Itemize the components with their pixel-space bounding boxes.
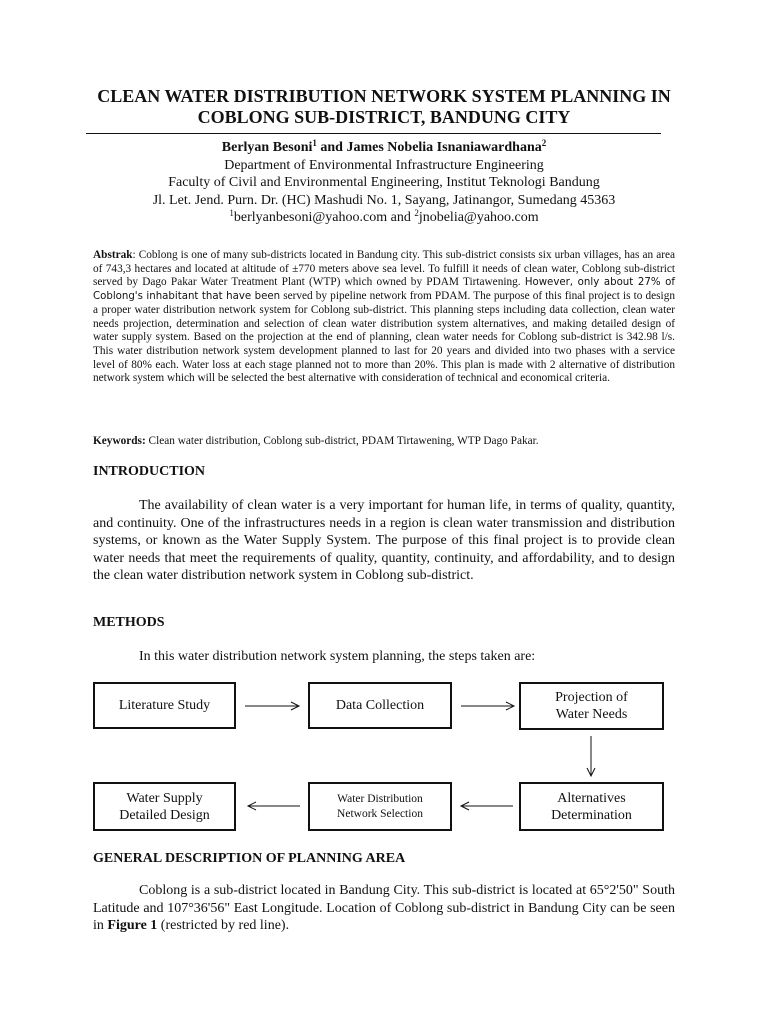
- title-line-2: COBLONG SUB-DISTRICT, BANDUNG CITY: [197, 107, 571, 127]
- general-description-text: [93, 882, 675, 935]
- abstract-text-3: served by pipeline network from PDAM. The purpose of this final project is to design a proper water distribution network system for Coblong sub-district. This planning steps including data collection, clean water needs projection, determination and selection of clean water distribution system alternatives, and making detailed design of water supply system. Based on the projection at the end of planning, clean water needs for Coblong sub-district is 342.98 l/s. This water distribution network system development planned to last for 20 years and divided into two phases with a service level of 80% each. Water loss at each stage planned not to more than 20%. This plan is made with 2 alternative of distribution network system which will be selected the best alternative with consideration of technical and economical criteria.: [93, 290, 675, 385]
- flow-step-projection-line1: Projection of: [555, 690, 628, 705]
- arrow-right-2: [461, 702, 514, 710]
- email-conjunction: and: [387, 210, 415, 225]
- abstract-text-1: : Coblong is one of many sub-districts located in Bandung city. This sub-district consists six urban villages, has an area of 743,3 hectares and located at altitude of ±770 meters above sea level. To fulfill it needs of clean water, Coblong sub-district served by Dago Pakar Water Treatment Plant (WTP) which owned by PDAM Tirtawening.: [93, 249, 675, 289]
- general-description-text-1: Coblong is a sub-district located in Bandung City. This sub-district is located at 65°2'50" South Latitude and 107°36'56" East Longitude. Location of Coblong sub-district in Bandung City can be seen in: [93, 883, 675, 934]
- flow-step-network-selection-line2: Network Selection: [337, 807, 423, 820]
- general-description-text-2: (restricted by red line).: [157, 918, 290, 934]
- author-department: Department of Environmental Infrastructure Engineering: [224, 157, 544, 173]
- introduction-text: The availability of clean water is a very important for human life, in terms of quality, quantity, and continuity. One of the infrastructures needs in a region is clean water transmission and distribution systems, or known as the Water Supply System. The purpose of this final project is to provide clean water needs that meet the requirements of quality, quantity, continuity, and affordability, and to design the clean water distribution network system in Coblong sub-district.: [93, 498, 675, 584]
- email-1-sup: 1: [229, 208, 234, 218]
- flow-step-alternatives-line1: Alternatives: [557, 790, 626, 806]
- author-faculty: Faculty of Civil and Environmental Engineering, Institut Teknologi Bandung: [168, 175, 600, 190]
- email-2: jnobelia@yahoo.com: [418, 210, 539, 225]
- author-2: James Nobelia Isnaniawardhana: [346, 140, 542, 155]
- flow-step-literature-study-label: Literature Study: [118, 698, 211, 713]
- figure-1-reference: Figure 1: [107, 918, 158, 934]
- keywords-text: Clean water distribution, Coblong sub-district, PDAM Tirtawening, WTP Dago Pakar.: [145, 435, 539, 447]
- keywords-label: Keywords:: [93, 435, 146, 447]
- flow-step-network-selection-line1: Water Distribution: [337, 792, 423, 805]
- flow-step-projection-line2: Water Needs: [555, 707, 628, 722]
- general-description-heading: GENERAL DESCRIPTION OF PLANNING AREA: [93, 851, 406, 866]
- title-line-1: CLEAN WATER DISTRIBUTION NETWORK SYSTEM PLANNING IN: [97, 86, 671, 106]
- flow-step-data-collection-label: Data Collection: [335, 698, 425, 713]
- introduction-heading: INTRODUCTION: [93, 464, 206, 479]
- abstract-text-2: However, only about 27% of Coblong's inhabitant that have been: [93, 277, 675, 303]
- author-2-sup: 2: [541, 138, 547, 148]
- arrow-down: [587, 736, 595, 776]
- arrow-right-1: [245, 702, 299, 710]
- flow-step-detailed-design-line1: Water Supply: [126, 790, 203, 806]
- methods-text: In this water distribution network system planning, the steps taken are:: [139, 649, 536, 664]
- abstract-label: Abstrak: [93, 249, 133, 261]
- author-address: Jl. Let. Jend. Purn. Dr. (HC) Mashudi No. 1, Sayang, Jatinangor, Sumedang 45363: [152, 192, 616, 208]
- arrow-left-1: [461, 802, 513, 810]
- arrow-left-2: [248, 802, 300, 810]
- email-2-sup: 2: [414, 208, 419, 218]
- author-1-sup: 1: [312, 138, 317, 148]
- flow-step-alternatives-line2: Determination: [551, 807, 632, 823]
- email-1: berlyanbesoni@yahoo.com: [233, 210, 388, 225]
- author-1: Berlyan Besoni: [221, 140, 313, 155]
- flow-step-detailed-design-line2: Detailed Design: [119, 807, 210, 823]
- methods-heading: METHODS: [93, 615, 165, 630]
- author-conjunction: and: [316, 140, 347, 155]
